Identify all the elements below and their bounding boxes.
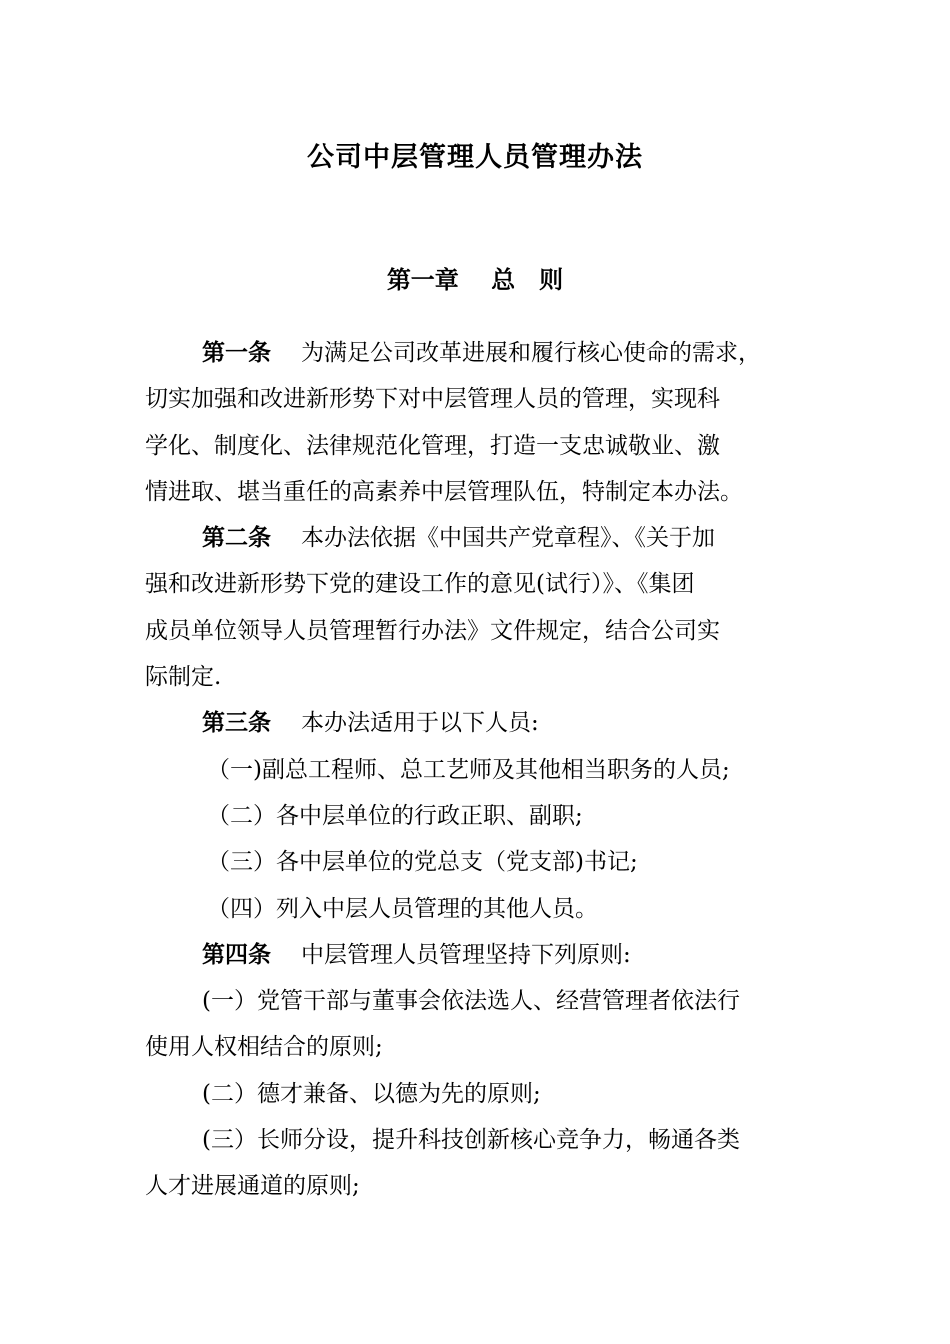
article-4-item-3-cont: 人才进展通道的原则;: [145, 1173, 360, 1200]
article-label: 第二条: [202, 525, 271, 552]
article-1-line-3: 学化、制度化、法律规范化管理，打造一支忠诚敬业、激: [145, 432, 720, 459]
article-label: 第四条: [202, 941, 271, 968]
article-2-line-1: [145, 515, 825, 561]
article-label: 第三条: [202, 710, 271, 737]
article-1-line-1: [145, 330, 825, 376]
article-2-line-2: 强和改进新形势下党的建设工作的意见(试行）》、《集团: [145, 571, 695, 598]
article-3-item-3: （三）各中层单位的党总支（党支部)书记;: [207, 849, 638, 876]
article-label: 第一条: [202, 340, 271, 366]
article-3-line-1: [145, 700, 825, 746]
article-4-item-1-cont: 使用人权相结合的原则;: [145, 1034, 383, 1061]
article-2-line-4: 际制定.: [145, 664, 222, 691]
article-1-line-4: 情进取、堪当重任的高素养中层管理队伍，特制定本办法。: [145, 478, 743, 505]
article-2-line-3: 成员单位领导人员管理暂行办法》文件规定，结合公司实: [145, 617, 720, 644]
article-4-item-1: (一）党管干部与董事会依法选人、经营管理者依法行: [202, 988, 740, 1015]
document-title: 公司中层管理人员管理办法: [307, 142, 643, 173]
article-text: 本办法适用于以下人员:: [301, 710, 539, 737]
article-4-item-3: (三）长师分设，提升科技创新核心竞争力，畅通各类: [202, 1127, 740, 1154]
chapter-heading: 第一章 总 则: [386, 266, 564, 294]
article-4-item-2: (二）德才兼备、以德为先的原则;: [202, 1080, 541, 1107]
article-3-item-1: （一)副总工程师、总工艺师及其他相当职务的人员;: [207, 756, 730, 783]
document-body: [145, 330, 825, 1210]
article-text: 中层管理人员管理坚持下列原则:: [301, 941, 631, 968]
article-3-item-4: （四）列入中层人员管理的其他人员。: [207, 895, 598, 922]
article-text: 本办法依据《中国共产党章程》、《关于加: [301, 525, 715, 552]
article-4-line-1: [145, 932, 825, 978]
article-1-line-2: 切实加强和改进新形势下对中层管理人员的管理，实现科: [145, 386, 720, 413]
article-3-item-2: （二）各中层单位的行政正职、副职;: [207, 802, 583, 829]
article-text: 为满足公司改革进展和履行核心使命的需求，: [301, 340, 761, 366]
